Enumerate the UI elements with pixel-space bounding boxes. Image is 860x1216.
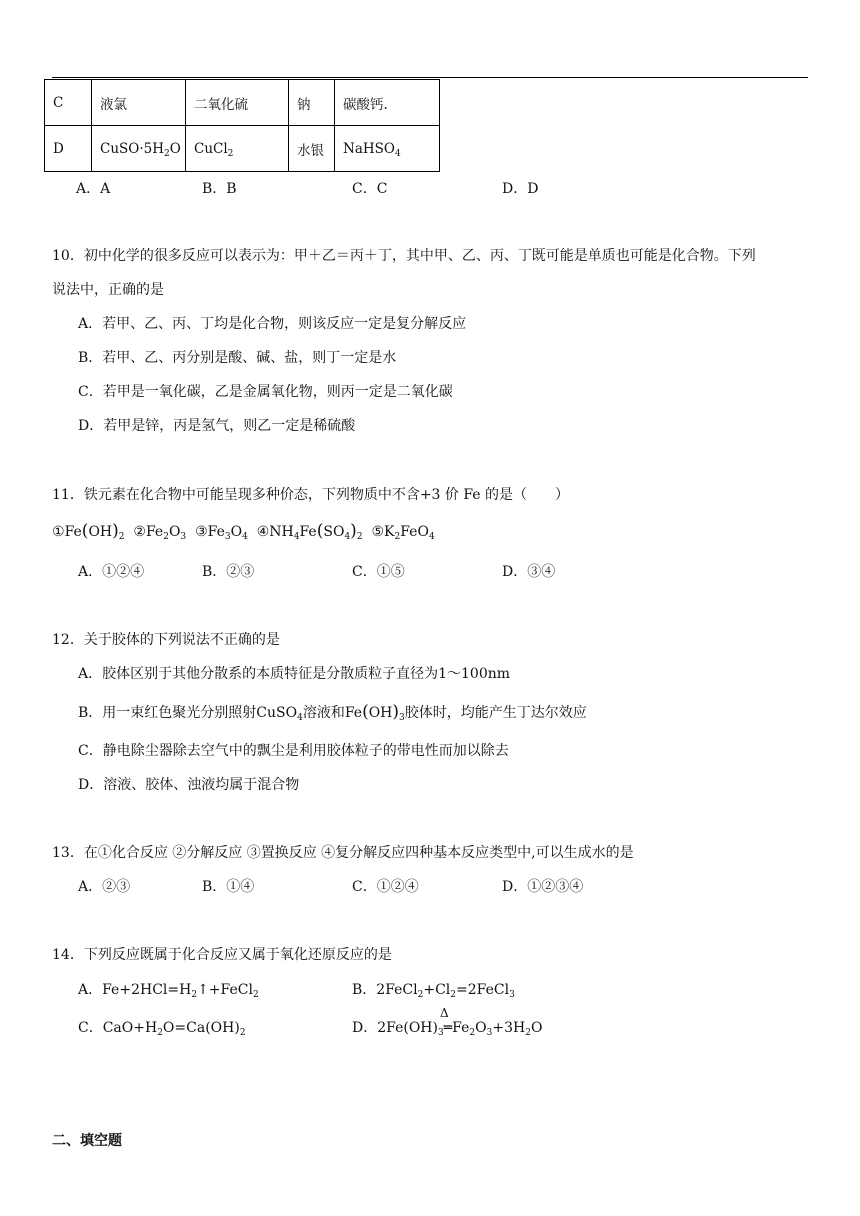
q14-option-c[interactable] [78,1018,246,1038]
table-cell [186,126,289,172]
subscript: 4 [293,532,300,542]
formula-text: Fe [344,705,363,721]
q12-stem: 12．关于胶体的下列说法不正确的是 [52,632,280,648]
item-number: ④ [256,524,270,540]
table-cell: 钠 [289,80,335,126]
q9-option-a[interactable]: A．A [76,181,111,197]
subscript: 2 [164,148,170,159]
formula-text: O [168,524,181,540]
subscript: 2 [227,148,234,159]
formula-text: FeO [400,524,429,540]
table-cell: C [45,80,92,126]
subscript: 2 [157,1028,163,1038]
subscript: 3 [399,713,405,723]
formula-text: D．2Fe(OH) [352,1020,438,1036]
q13-option-b[interactable]: B．①④ [202,879,255,895]
cell-text: O [169,140,181,157]
q10-option-c[interactable]: C．若甲是一氧化碳，乙是金属氧化物，则丙一定是二氧化碳 [78,384,453,400]
q10-option-a[interactable]: A．若甲、乙、丙、丁均是化合物，则该反应一定是复分解反应 [78,316,467,332]
q9-option-b[interactable]: B．B [202,181,237,197]
heat-delta-symbol: Δ [440,1006,449,1020]
formula-text: Fe [299,524,317,540]
q11-stem: 11．铁元素在化合物中可能呈现多种价态，下列物质中不含+3 价 Fe 的是（ ） [52,487,570,503]
subscript: 2 [118,532,125,542]
paren: ) [392,702,400,722]
cell-text: CuSO·5H [100,140,164,157]
formula-text: Fe [145,524,164,540]
formula-text: C．CaO+H [78,1020,158,1036]
subscript: 4 [428,532,435,542]
q13-option-c[interactable]: C．①②④ [352,879,419,895]
formula-text: B．2FeCl [352,982,418,998]
option-text: 胶体时，均能产生丁达尔效应 [404,705,587,721]
formula-text: O [530,1020,543,1036]
table-cell [92,126,186,172]
formula-text: CuSO [256,705,298,721]
subscript: 2 [450,990,457,1000]
q9-option-c[interactable]: C．C [352,181,388,197]
options-table [44,79,440,172]
formula-text: O [475,1020,487,1036]
q10-option-d[interactable]: D．若甲是锌，丙是氢气，则乙一定是稀硫酸 [78,418,356,434]
formula-text: Fe [452,1020,470,1036]
subscript: 2 [356,532,363,542]
formula-text: O [230,524,243,540]
subscript: 3 [486,1028,493,1038]
table-cell: 水银 [289,126,335,172]
paren: ) [350,521,357,541]
subscript: 4 [297,713,303,723]
q11-option-b[interactable]: B．②③ [202,564,255,580]
formula-text: ↑+FeCl [197,982,253,998]
q14-stem: 14．下列反应既属于化合反应又属于氧化还原反应的是 [52,947,392,963]
subscript: 3 [180,532,187,542]
formula-text: NH [269,524,294,540]
formula-text: A．Fe+2HCl=H [78,982,192,998]
paren: ( [81,521,89,541]
subscript: 3 [437,1028,444,1038]
cell-text: CuCl [194,140,228,157]
q11-option-a[interactable]: A．①②④ [78,564,145,580]
option-text: B．用一束红色聚光分别照射 [78,705,257,721]
section-heading: 二、填空题 [52,1133,122,1149]
subscript: 2 [417,990,424,1000]
q14-option-b[interactable] [352,980,515,1000]
formula-text: =2FeCl [456,982,510,998]
q13-option-d[interactable]: D．①②③④ [502,879,584,895]
q14-option-d[interactable] [352,1018,542,1038]
q12-option-b[interactable] [78,702,587,723]
q11-option-d[interactable]: D．③④ [502,564,556,580]
q10-option-b[interactable]: B．若甲、乙、丙分别是酸、碱、盐，则丁一定是水 [78,350,397,366]
subscript: 2 [525,1028,531,1038]
subscript: 2 [469,1028,476,1038]
formula-text: SO [323,524,345,540]
q12-option-c[interactable]: C．静电除尘器除去空气中的飘尘是利用胶体粒子的带电性而加以除去 [78,743,509,759]
q10-stem-line1: 10．初中化学的很多反应可以表示为：甲＋乙＝丙＋丁，其中甲、乙、丙、丁既可能是单质也可能是化合物。下列 [52,248,756,264]
cell-text: NaHSO [343,140,395,157]
subscript: 2 [191,990,198,1000]
option-text: 溶液和 [302,705,345,721]
formula-text: OH [88,524,113,540]
paren: ( [316,521,324,541]
subscript: 2 [239,1028,246,1038]
formula-text: O=Ca(OH) [162,1020,240,1036]
table-row [45,80,440,126]
formula-text: OH [368,705,393,721]
q9-option-d[interactable]: D．D [502,181,539,197]
item-number: ⑤ [371,524,385,540]
equals-sign: ═ [443,1020,453,1036]
formula-text: Fe [64,524,82,540]
table-cell: D [45,126,92,172]
subscript: 2 [163,532,169,542]
table-cell: 液氯 [92,80,186,126]
subscript: 3 [224,532,231,542]
subscript: 4 [394,148,401,159]
formula-text: Fe [207,524,225,540]
q12-option-d[interactable]: D．溶液、胶体、浊液均属于混合物 [78,777,300,793]
paren: ( [362,702,369,722]
item-number: ② [133,524,146,540]
q12-option-a[interactable]: A．胶体区别于其他分散系的本质特征是分散质粒子直径为1～100nm [78,666,511,682]
subscript: 4 [242,532,248,542]
top-rule [52,77,808,78]
q10-stem-line2: 说法中，正确的是 [52,282,164,298]
item-number: ① [52,524,65,540]
formula-text: +3H [492,1020,526,1036]
formula-text: +Cl [423,982,451,998]
formula-text: K [384,524,395,540]
q14-option-a[interactable] [78,980,259,1000]
paren: ) [112,521,119,541]
q11-option-c[interactable]: C．①⑤ [352,564,405,580]
q11-items [52,521,435,542]
table-cell: 碳酸钙. [335,80,440,126]
subscript: 3 [509,990,515,1000]
table-row [45,126,440,172]
table-cell [335,126,440,172]
table-cell: 二氧化硫 [186,80,289,126]
subscript: 4 [344,532,351,542]
q13-option-a[interactable]: A．②③ [78,879,131,895]
item-number: ③ [195,524,208,540]
subscript: 2 [252,990,259,1000]
q13-stem: 13．在①化合反应 ②分解反应 ③置换反应 ④复分解反应四种基本反应类型中,可以生成水的是 [52,845,634,861]
subscript: 2 [394,532,401,542]
